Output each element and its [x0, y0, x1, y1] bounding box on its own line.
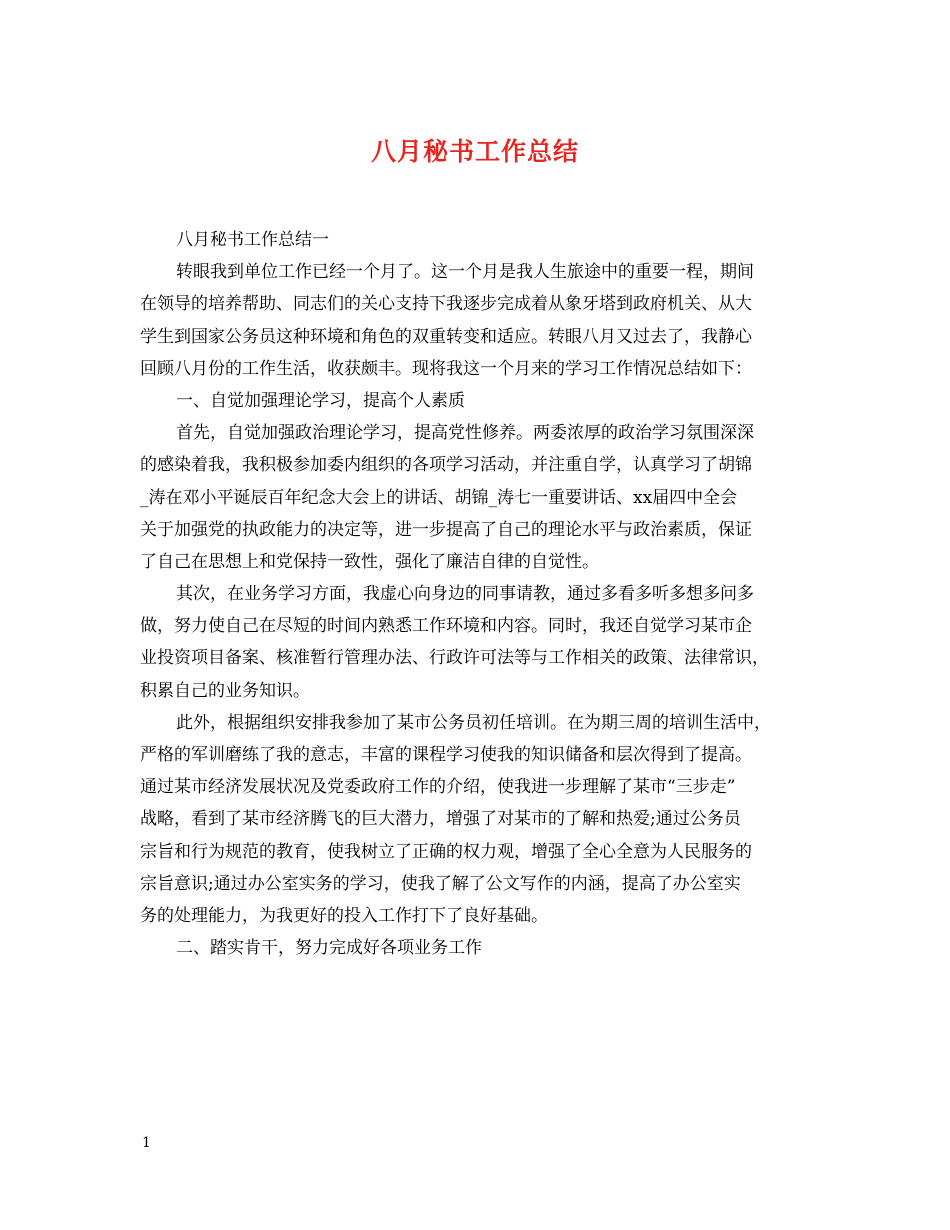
text-line: 严格的军训磨练了我的意志，丰富的课程学习使我的知识储备和层次得到了提高。	[140, 745, 752, 765]
text-line: 其次，在业务学习方面，我虚心向身边的同事请教，通过多看多听多想多问多	[176, 584, 754, 605]
text-line: 积累自己的业务知识。	[140, 680, 310, 701]
text-line: 二、踏实肯干，努力完成好各项业务工作	[176, 938, 482, 959]
text-line: 此外，根据组织安排我参加了某市公务员初任培训。在为期三周的培训生活中，	[176, 712, 771, 733]
text-line: _涛在邓小平诞辰百年纪念大会上的讲话、胡锦_涛七一重要讲话、xx届四中全会	[140, 487, 738, 508]
text-line: 宗旨意识;通过办公室实务的学习，使我了解了公文写作的内涵，提高了办公室实	[140, 873, 741, 894]
text-line: 宗旨和行为规范的教育，使我树立了正确的权力观，增强了全心全意为人民服务的	[140, 841, 752, 862]
page-number: 1	[142, 1135, 151, 1151]
text-line: 在领导的培养帮助、同志们的关心支持下我逐步完成着从象牙塔到政府机关、从大	[140, 294, 752, 315]
document-body	[140, 224, 820, 964]
text-line: 战略，看到了某市经济腾飞的巨大潜力，增强了对某市的了解和热爱;通过公务员	[140, 809, 741, 830]
text-line: 八月秘书工作总结一	[176, 230, 329, 250]
text-line: 学生到国家公务员这种环境和角色的双重转变和适应。转眼八月又过去了，我静心	[140, 326, 752, 347]
page-title: 八月秘书工作总结	[370, 137, 579, 166]
text-line: 回顾八月份的工作生活，收获颇丰。现将我这一个月来的学习工作情况总结如下：	[140, 358, 752, 379]
text-line: 的感染着我，我积极参加委内组织的各项学习活动，并注重自学，认真学习了胡锦	[140, 455, 752, 476]
text-line: 务的处理能力，为我更好的投入工作打下了良好基础。	[140, 905, 548, 926]
text-line: 了自己在思想上和党保持一致性，强化了廉洁自律的自觉性。	[140, 551, 599, 572]
text-line: 一、自觉加强理论学习，提高个人素质	[176, 390, 465, 411]
text-line: 通过某市经济发展状况及党委政府工作的介绍，使我进一步理解了某市“三步走”	[140, 777, 736, 798]
text-line: 业投资项目备案、核准暂行管理办法、行政许可法等与工作相关的政策、法律常识，	[140, 648, 769, 669]
text-line: 转眼我到单位工作已经一个月了。这一个月是我人生旅途中的重要一程，期间	[176, 262, 754, 283]
text-line: 关于加强党的执政能力的决定等，进一步提高了自己的理论水平与政治素质，保证	[140, 519, 752, 540]
text-line: 首先，自觉加强政治理论学习，提高党性修养。两委浓厚的政治学习氛围深深	[176, 423, 754, 444]
text-line: 做，努力使自己在尽短的时间内熟悉工作环境和内容。同时，我还自觉学习某市企	[140, 616, 752, 637]
